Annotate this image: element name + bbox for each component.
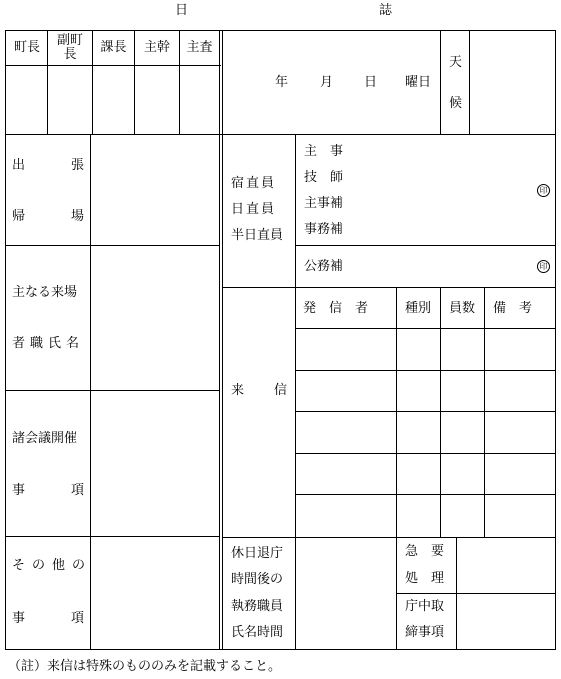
public-staff: 公務補	[304, 259, 344, 274]
title-left: 日	[175, 3, 189, 18]
return-2: 場	[71, 209, 85, 224]
trip-2: 張	[71, 158, 85, 173]
other-2: 事	[12, 611, 26, 626]
staff-4: 事務補	[304, 222, 344, 237]
office-1: 庁中取	[405, 599, 445, 614]
meeting-3: 項	[71, 483, 85, 498]
title-right: 誌	[379, 3, 393, 18]
incoming-label-2: 信	[274, 383, 288, 398]
date-month: 月	[320, 75, 334, 90]
seal-icon: 印	[537, 184, 550, 197]
urgent-2: 処 理	[405, 571, 445, 586]
header-sender: 発 信 者	[303, 301, 369, 316]
date-weekday: 曜日	[405, 75, 432, 90]
header-remarks: 備 考	[493, 301, 533, 316]
meeting-2: 事	[12, 483, 26, 498]
staff-1: 主 事	[304, 144, 344, 159]
holiday-4: 氏名時間	[231, 625, 284, 640]
approval-kachou: 課長	[100, 40, 127, 55]
seal-icon-2: 印	[537, 260, 550, 273]
visitors-2: 者職氏名	[12, 336, 85, 351]
approval-shusa: 主査	[186, 40, 213, 55]
urgent-1: 急 要	[405, 544, 445, 559]
office-2: 締事項	[405, 625, 445, 640]
weather-label-1: 天	[449, 55, 463, 70]
header-type: 種別	[405, 301, 432, 316]
other-3: 項	[71, 611, 85, 626]
duty-label-3: 半日直員	[231, 228, 284, 243]
other-1: その他の	[12, 558, 93, 573]
header-count: 員数	[449, 301, 476, 316]
approval-shukan: 主幹	[143, 40, 170, 55]
weather-label-2: 候	[449, 96, 463, 111]
staff-2: 技 師	[304, 170, 344, 185]
holiday-1: 休日退庁	[231, 546, 284, 561]
duty-label-2: 日直員	[231, 202, 277, 217]
duty-label-1: 宿直員	[231, 176, 277, 191]
return-1: 帰	[12, 209, 26, 224]
note: （註）来信は特殊のもののみを記載すること。	[8, 659, 282, 674]
holiday-3: 執務職員	[231, 599, 284, 614]
approval-fukuchou: 副町 長	[56, 33, 83, 62]
incoming-label-1: 来	[231, 383, 245, 398]
holiday-2: 時間後の	[231, 572, 284, 587]
meeting-1: 諸会議開催	[12, 431, 78, 446]
staff-3: 主事補	[304, 196, 344, 211]
visitors-1: 主なる来場	[12, 285, 78, 300]
date-year: 年	[275, 75, 289, 90]
date-day: 日	[364, 75, 378, 90]
approval-chou: 町長	[13, 40, 40, 55]
trip-1: 出	[12, 158, 26, 173]
